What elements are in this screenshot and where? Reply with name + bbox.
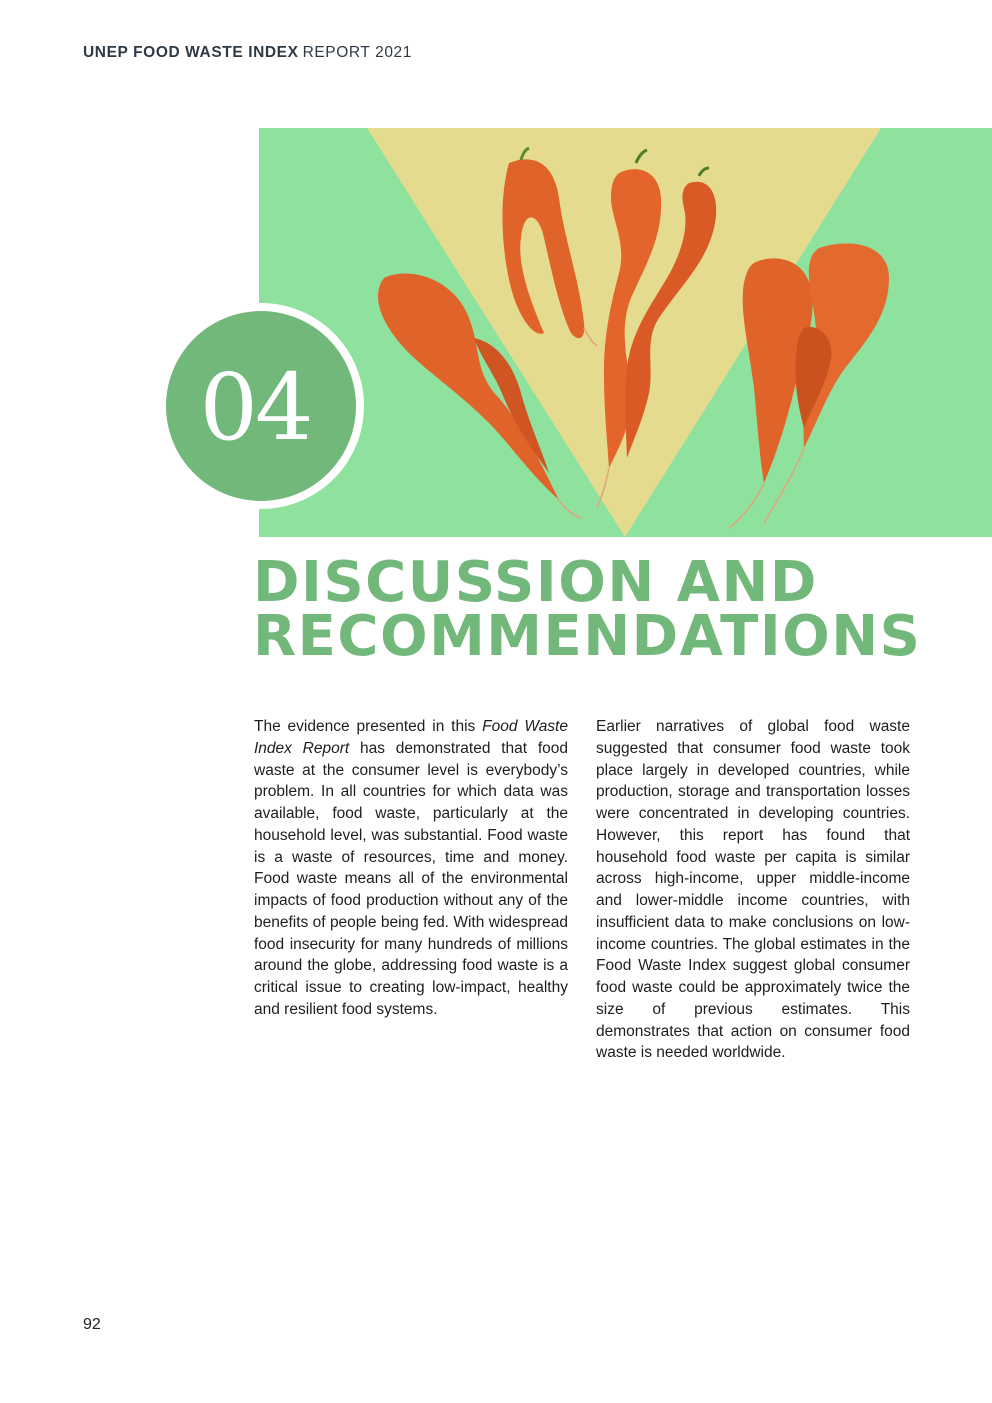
report-name: UNEP FOOD WASTE INDEX [83, 44, 299, 61]
left-paragraph-rest: has demonstrated that food waste at the consumer level is everybody’s problem. In all countries for which data was available, food waste, particularly at the household level, was substantial. Food waste is a waste of resources, time and money. Food waste means all of the environmental impacts of food production without any of the benefits of people being fed. With widespread food insecurity for many hundreds of millions around the globe, addressing food waste is a critical issue to creating low-impact, healthy and resilient food systems. [254, 739, 568, 1018]
body-column-left [254, 716, 568, 1021]
body-column-right [596, 716, 910, 1064]
right-paragraph: Earlier narratives of global food waste suggested that consumer food waste took place largely in developed countries, while production, storage and transportation losses were concentrated in developing countries. However, this report has found that household food waste per capita is similar across high-income, upper middle-income and lower-middle income countries, with insufficient data to make conclusions on low-income countries. The global estimates in the Food Waste Index suggest global consumer food waste could be approximately twice the size of previous estimates. This demonstrates that action on consumer food waste is needed worldwide. [596, 718, 910, 1062]
chapter-title-line-1: DISCUSSION AND [253, 550, 818, 615]
chapter-title-line-2: RECOMMENDATIONS [253, 604, 922, 669]
report-title-italic: Food Waste Index Report [254, 718, 568, 757]
carrots-illustration [259, 128, 992, 537]
running-header [83, 44, 412, 62]
chapter-number: 04 [199, 354, 311, 461]
report-year: REPORT 2021 [302, 44, 412, 61]
left-paragraph-intro: The evidence presented in this [254, 718, 483, 735]
hero-image [259, 128, 992, 537]
left-paragraph [254, 716, 568, 1021]
chapter-number-badge [166, 311, 356, 501]
page-number: 92 [83, 1316, 101, 1333]
chapter-title [253, 550, 953, 669]
